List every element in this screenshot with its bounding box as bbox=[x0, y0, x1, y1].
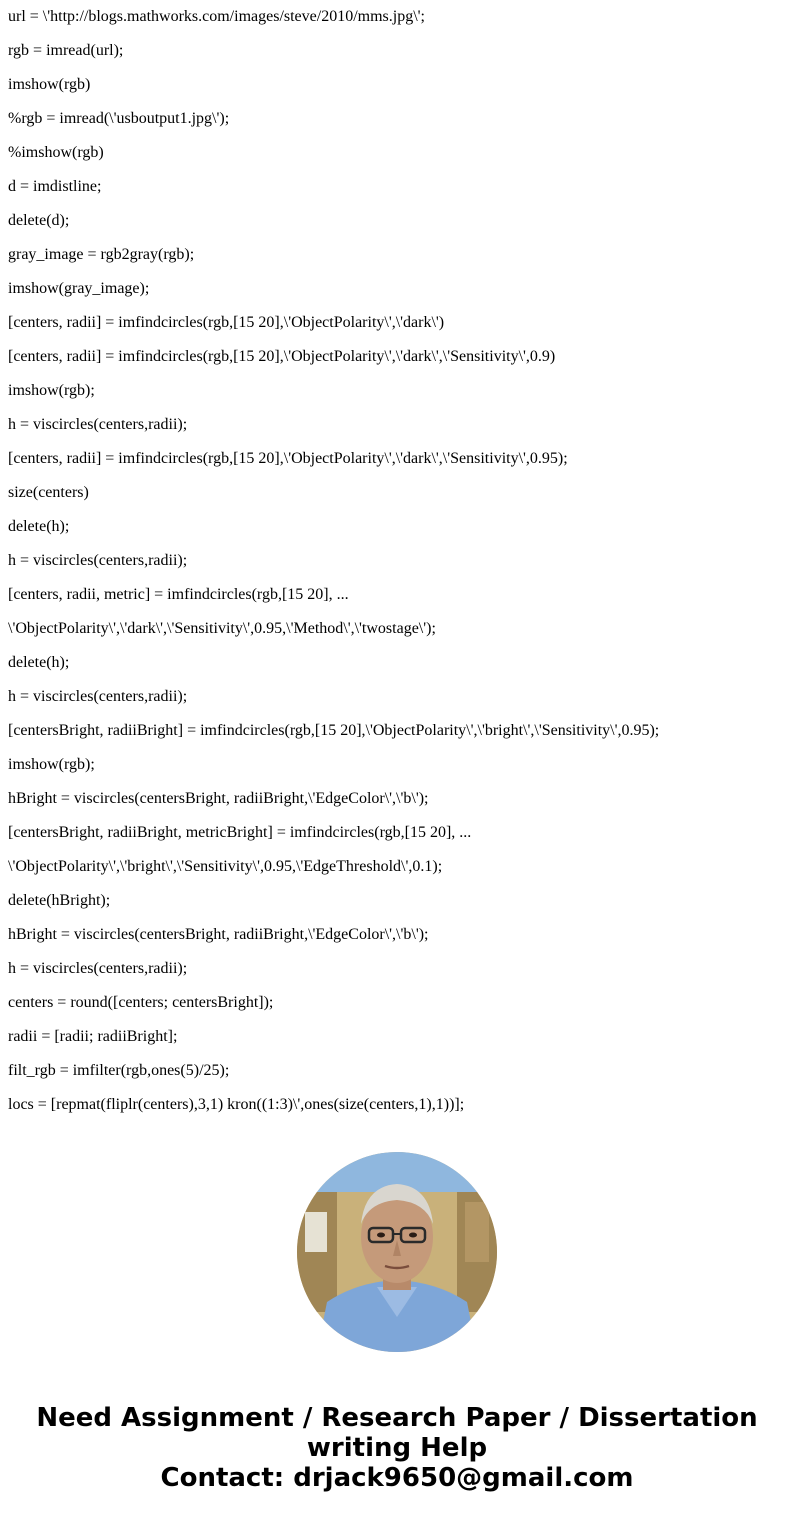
code-line: size(centers) bbox=[8, 484, 89, 501]
code-line: url = \'http://blogs.mathworks.com/images/steve/2010/mms.jpg\'; bbox=[8, 8, 425, 25]
code-line: imshow(rgb); bbox=[8, 756, 95, 773]
code-line: %imshow(rgb) bbox=[8, 144, 104, 161]
banner-line-1: Need Assignment / Research Paper / Dissertation bbox=[36, 1403, 758, 1433]
code-line: radii = [radii; radiiBright]; bbox=[8, 1028, 178, 1045]
code-line: filt_rgb = imfilter(rgb,ones(5)/25); bbox=[8, 1062, 230, 1079]
code-line: locs = [repmat(fliplr(centers),3,1) kron((1:3)\',ones(size(centers,1),1))]; bbox=[8, 1096, 465, 1113]
code-line: [centers, radii] = imfindcircles(rgb,[15 20],\'ObjectPolarity\',\'dark\',\'Sensitivity\',0.95); bbox=[8, 450, 568, 467]
code-line: %rgb = imread(\'usboutput1.jpg\'); bbox=[8, 110, 230, 127]
code-listing bbox=[8, 0, 788, 1130]
code-line: centers = round([centers; centersBright]); bbox=[8, 994, 274, 1011]
banner-line-2: writing Help bbox=[306, 1433, 488, 1463]
code-line: h = viscircles(centers,radii); bbox=[8, 416, 188, 433]
code-line: delete(d); bbox=[8, 212, 70, 229]
code-line: [centersBright, radiiBright] = imfindcircles(rgb,[15 20],\'ObjectPolarity\',\'bright\',\'Sensitivity\',0.95); bbox=[8, 722, 660, 739]
code-line: \'ObjectPolarity\',\'bright\',\'Sensitivity\',0.95,\'EdgeThreshold\',0.1); bbox=[8, 858, 443, 875]
code-line: h = viscircles(centers,radii); bbox=[8, 960, 188, 977]
code-line: imshow(rgb) bbox=[8, 76, 91, 93]
code-line: h = viscircles(centers,radii); bbox=[8, 688, 188, 705]
code-line: [centers, radii] = imfindcircles(rgb,[15 20],\'ObjectPolarity\',\'dark\',\'Sensitivity\',0.9) bbox=[8, 348, 556, 365]
code-line: [centers, radii] = imfindcircles(rgb,[15 20],\'ObjectPolarity\',\'dark\') bbox=[8, 314, 445, 331]
code-line: hBright = viscircles(centersBright, radiiBright,\'EdgeColor\',\'b\'); bbox=[8, 790, 429, 807]
code-line: rgb = imread(url); bbox=[8, 42, 124, 59]
portrait-image bbox=[297, 1152, 497, 1352]
banner-contact: Contact: drjack9650@gmail.com bbox=[160, 1463, 634, 1493]
author-photo bbox=[297, 1152, 497, 1352]
code-line: hBright = viscircles(centersBright, radiiBright,\'EdgeColor\',\'b\'); bbox=[8, 926, 429, 943]
code-line: h = viscircles(centers,radii); bbox=[8, 552, 188, 569]
code-line: imshow(rgb); bbox=[8, 382, 95, 399]
code-line: delete(h); bbox=[8, 654, 70, 671]
promo-banner bbox=[0, 1403, 794, 1493]
code-line: gray_image = rgb2gray(rgb); bbox=[8, 246, 195, 263]
code-line: delete(h); bbox=[8, 518, 70, 535]
code-line: imshow(gray_image); bbox=[8, 280, 150, 297]
code-line: d = imdistline; bbox=[8, 178, 102, 195]
code-line: \'ObjectPolarity\',\'dark\',\'Sensitivity\',0.95,\'Method\',\'twostage\'); bbox=[8, 620, 436, 637]
code-line: delete(hBright); bbox=[8, 892, 111, 909]
code-line: [centers, radii, metric] = imfindcircles(rgb,[15 20], ... bbox=[8, 586, 349, 603]
code-line: [centersBright, radiiBright, metricBright] = imfindcircles(rgb,[15 20], ... bbox=[8, 824, 472, 841]
